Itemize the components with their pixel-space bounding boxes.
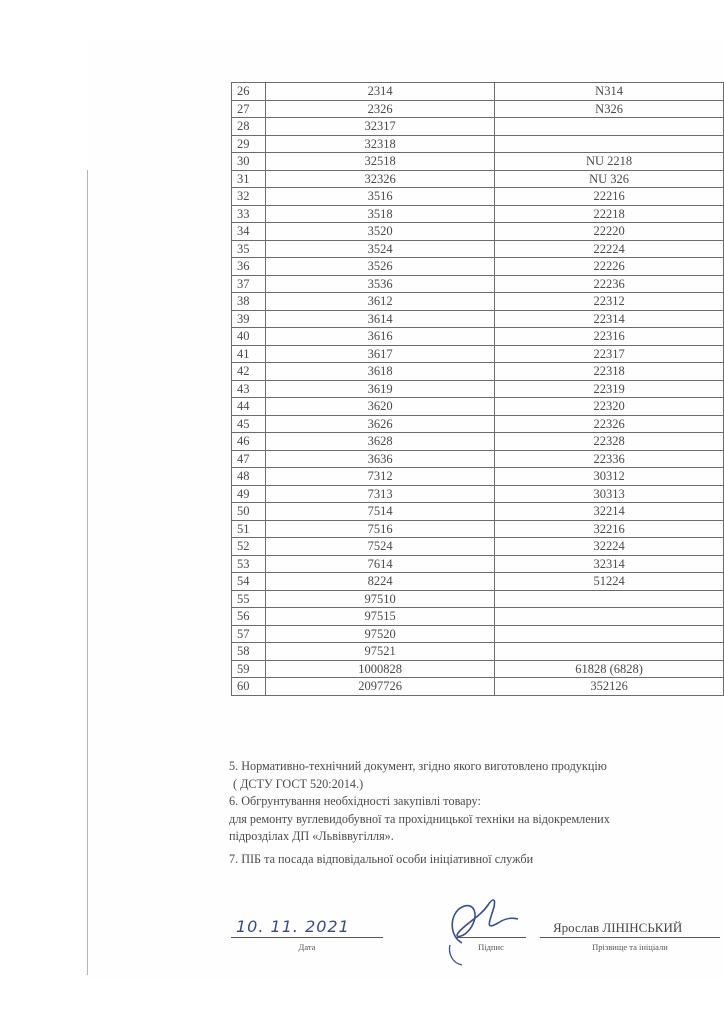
analog-code-cell	[495, 643, 724, 661]
analog-code-cell: 22220	[495, 223, 724, 241]
code-cell: 3618	[266, 363, 495, 381]
date-line	[231, 937, 383, 938]
table-row	[232, 205, 724, 223]
table-row	[232, 625, 724, 643]
row-number-cell: 59	[232, 660, 266, 678]
table-row	[232, 608, 724, 626]
analog-code-cell: 22312	[495, 293, 724, 311]
table-row	[232, 135, 724, 153]
note-responsible-person: 7. ПІБ та посада відповідальної особи ініціативної служби	[229, 851, 534, 866]
row-number-cell: 45	[232, 415, 266, 433]
analog-code-cell: 22318	[495, 363, 724, 381]
analog-code-cell: 22224	[495, 240, 724, 258]
table-row	[232, 380, 724, 398]
row-number-cell: 44	[232, 398, 266, 416]
code-cell: 7516	[266, 520, 495, 538]
analog-code-cell: 352126	[495, 678, 724, 696]
table-row	[232, 590, 724, 608]
code-cell: 7614	[266, 555, 495, 573]
code-cell: 32518	[266, 153, 495, 171]
analog-code-cell: 32214	[495, 503, 724, 521]
row-number-cell: 42	[232, 363, 266, 381]
analog-code-cell	[495, 625, 724, 643]
row-number-cell: 47	[232, 450, 266, 468]
analog-code-cell: 30313	[495, 485, 724, 503]
table-row	[232, 398, 724, 416]
code-cell: 3516	[266, 188, 495, 206]
analog-code-cell: 22216	[495, 188, 724, 206]
analog-code-cell: N314	[495, 83, 724, 101]
analog-code-cell	[495, 135, 724, 153]
analog-code-cell: N326	[495, 100, 724, 118]
row-number-cell: 46	[232, 433, 266, 451]
name-caption: Прізвище та ініціали	[592, 942, 668, 952]
analog-code-cell: 32224	[495, 538, 724, 556]
code-cell: 3617	[266, 345, 495, 363]
table-row	[232, 293, 724, 311]
row-number-cell: 30	[232, 153, 266, 171]
row-number-cell: 48	[232, 468, 266, 486]
row-number-cell: 60	[232, 678, 266, 696]
code-cell: 7313	[266, 485, 495, 503]
row-number-cell: 38	[232, 293, 266, 311]
code-cell: 32317	[266, 118, 495, 136]
code-cell: 2326	[266, 100, 495, 118]
note-justification-title: 6. Обгрунтування необхідності закупівлі товару:	[229, 794, 481, 808]
row-number-cell: 58	[232, 643, 266, 661]
table-row	[232, 363, 724, 381]
analog-code-cell: 22319	[495, 380, 724, 398]
analog-code-cell: 22328	[495, 433, 724, 451]
code-cell: 7312	[266, 468, 495, 486]
code-cell: 97521	[266, 643, 495, 661]
row-number-cell: 31	[232, 170, 266, 188]
table-row	[232, 83, 724, 101]
row-number-cell: 50	[232, 503, 266, 521]
table-row	[232, 240, 724, 258]
analog-code-cell: 51224	[495, 573, 724, 591]
code-cell: 3614	[266, 310, 495, 328]
code-cell: 3628	[266, 433, 495, 451]
row-number-cell: 43	[232, 380, 266, 398]
table-row	[232, 485, 724, 503]
code-cell: 3636	[266, 450, 495, 468]
code-cell: 97510	[266, 590, 495, 608]
date-caption: Дата	[298, 942, 316, 952]
table-row	[232, 660, 724, 678]
table-row	[232, 223, 724, 241]
notes-section	[229, 758, 719, 868]
table-row	[232, 555, 724, 573]
table-row	[232, 450, 724, 468]
bearing-codes-table	[231, 82, 724, 696]
code-cell: 3520	[266, 223, 495, 241]
code-cell: 3524	[266, 240, 495, 258]
handwritten-signature	[440, 893, 530, 968]
table-row	[232, 310, 724, 328]
table-body	[232, 83, 724, 696]
name-line	[540, 937, 720, 938]
row-number-cell: 37	[232, 275, 266, 293]
analog-code-cell: 32314	[495, 555, 724, 573]
row-number-cell: 49	[232, 485, 266, 503]
table-row	[232, 170, 724, 188]
table-row	[232, 503, 724, 521]
table-row	[232, 345, 724, 363]
code-cell: 2314	[266, 83, 495, 101]
analog-code-cell	[495, 118, 724, 136]
table-row	[232, 153, 724, 171]
row-number-cell: 26	[232, 83, 266, 101]
analog-code-cell	[495, 608, 724, 626]
code-cell: 3620	[266, 398, 495, 416]
row-number-cell: 33	[232, 205, 266, 223]
row-number-cell: 54	[232, 573, 266, 591]
analog-code-cell: 22218	[495, 205, 724, 223]
note-justification-text-2: підрозділах ДП «Львіввугілля».	[229, 829, 394, 843]
code-cell: 97520	[266, 625, 495, 643]
signatory-name: Ярослав ЛІНІНСЬКИЙ	[553, 920, 683, 935]
analog-code-cell: 30312	[495, 468, 724, 486]
table-row	[232, 573, 724, 591]
analog-code-cell: 22314	[495, 310, 724, 328]
row-number-cell: 40	[232, 328, 266, 346]
signature-line	[456, 937, 526, 938]
analog-code-cell: 22226	[495, 258, 724, 276]
code-cell: 97515	[266, 608, 495, 626]
code-cell: 32318	[266, 135, 495, 153]
row-number-cell: 29	[232, 135, 266, 153]
code-cell: 3619	[266, 380, 495, 398]
row-number-cell: 52	[232, 538, 266, 556]
note-standard: ( ДСТУ ГОСТ 520:2014.)	[233, 776, 364, 791]
row-number-cell: 55	[232, 590, 266, 608]
table-row	[232, 275, 724, 293]
table-row	[232, 643, 724, 661]
row-number-cell: 36	[232, 258, 266, 276]
analog-code-cell: 22236	[495, 275, 724, 293]
code-cell: 7514	[266, 503, 495, 521]
analog-code-cell: 61828 (6828)	[495, 660, 724, 678]
row-number-cell: 27	[232, 100, 266, 118]
code-cell: 3526	[266, 258, 495, 276]
code-cell: 3536	[266, 275, 495, 293]
analog-code-cell	[495, 590, 724, 608]
table-row	[232, 433, 724, 451]
analog-code-cell: 22317	[495, 345, 724, 363]
table-row	[232, 538, 724, 556]
table-row	[232, 100, 724, 118]
code-cell: 8224	[266, 573, 495, 591]
code-cell: 7524	[266, 538, 495, 556]
table-row	[232, 415, 724, 433]
table-row	[232, 468, 724, 486]
analog-code-cell: NU 2218	[495, 153, 724, 171]
note-normative-document: 5. Нормативно-технічний документ, згідно якого виготовлено продукцію	[229, 759, 607, 773]
code-cell: 1000828	[266, 660, 495, 678]
analog-code-cell: 22336	[495, 450, 724, 468]
table-row	[232, 258, 724, 276]
analog-code-cell: 22320	[495, 398, 724, 416]
table-row	[232, 520, 724, 538]
table-row	[232, 118, 724, 136]
table-row	[232, 188, 724, 206]
row-number-cell: 51	[232, 520, 266, 538]
row-number-cell: 34	[232, 223, 266, 241]
analog-code-cell: 22316	[495, 328, 724, 346]
code-cell: 3616	[266, 328, 495, 346]
row-number-cell: 41	[232, 345, 266, 363]
date-value: 10. 11. 2021	[236, 917, 350, 936]
row-number-cell: 35	[232, 240, 266, 258]
row-number-cell: 28	[232, 118, 266, 136]
analog-code-cell: 22326	[495, 415, 724, 433]
code-cell: 3518	[266, 205, 495, 223]
analog-code-cell: NU 326	[495, 170, 724, 188]
row-number-cell: 57	[232, 625, 266, 643]
row-number-cell: 39	[232, 310, 266, 328]
row-number-cell: 53	[232, 555, 266, 573]
row-number-cell: 32	[232, 188, 266, 206]
code-cell: 32326	[266, 170, 495, 188]
analog-code-cell: 32216	[495, 520, 724, 538]
note-justification-text: для ремонту вуглевидобувної та прохідницької техніки на відокремлених	[229, 811, 610, 826]
table-row	[232, 328, 724, 346]
signature-caption: Підпис	[478, 942, 504, 952]
code-cell: 3626	[266, 415, 495, 433]
code-cell: 3612	[266, 293, 495, 311]
row-number-cell: 56	[232, 608, 266, 626]
table-row	[232, 678, 724, 696]
code-cell: 2097726	[266, 678, 495, 696]
